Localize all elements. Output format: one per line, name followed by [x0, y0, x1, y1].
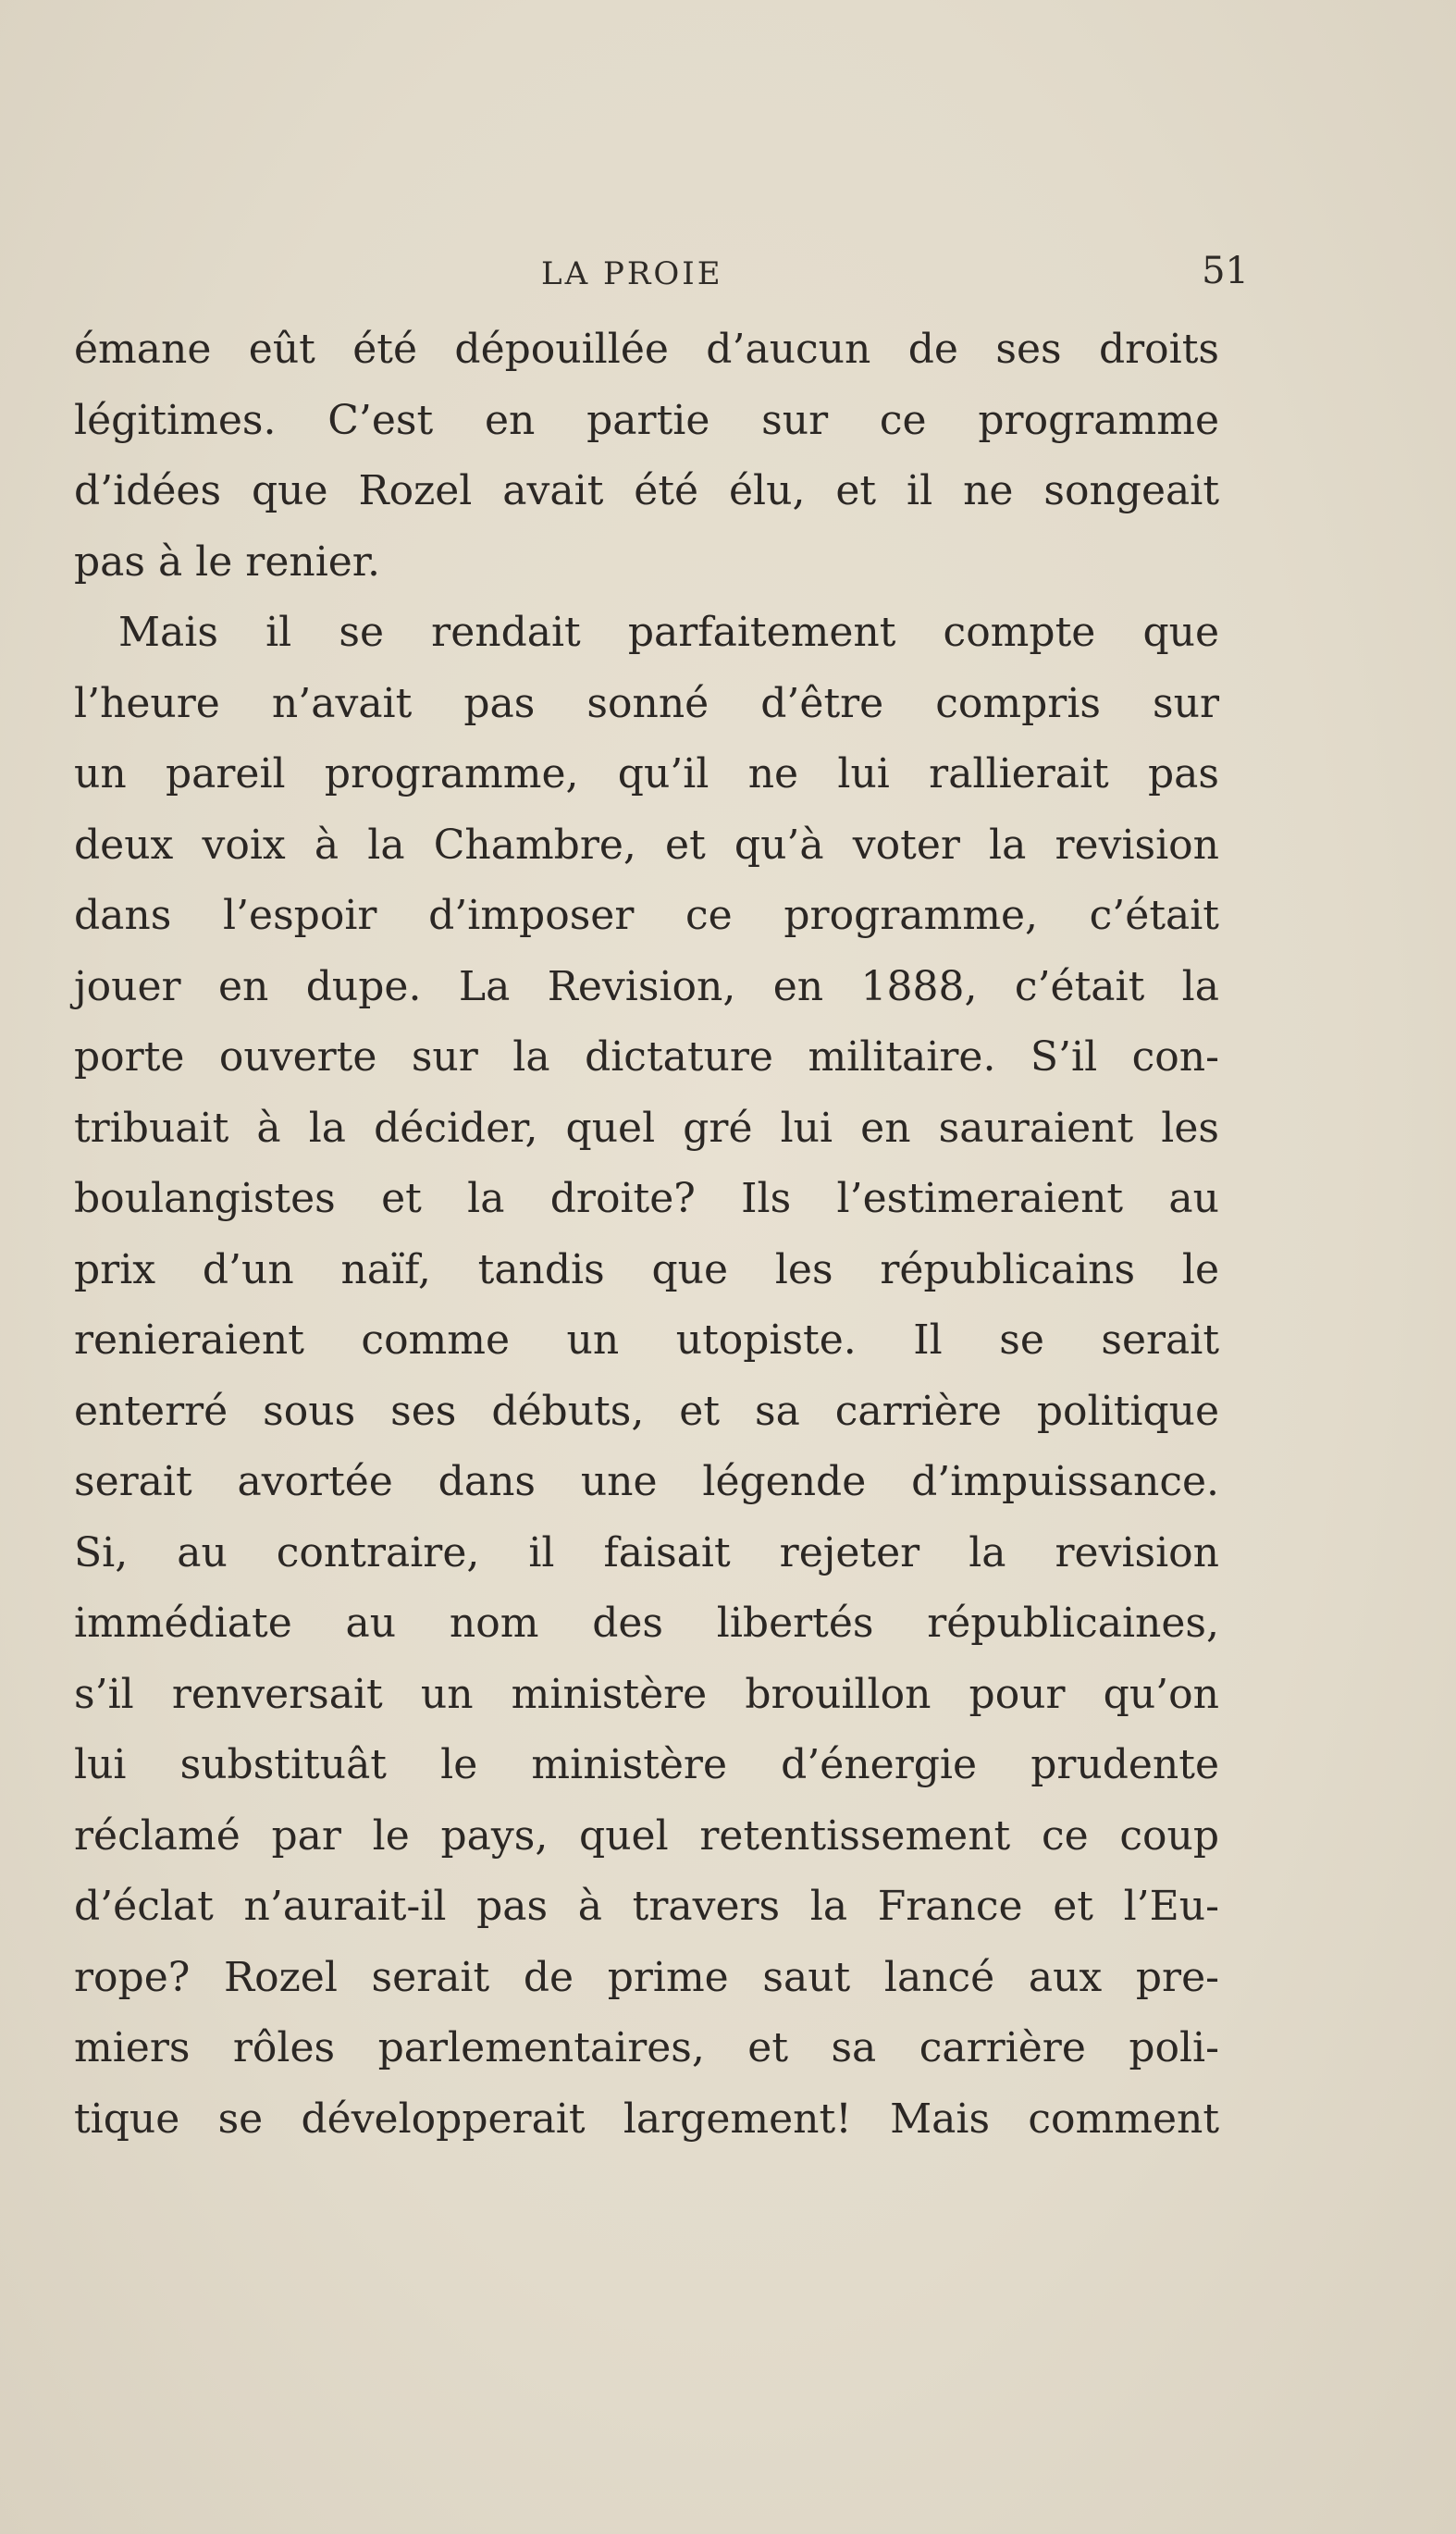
text-line: l’heure n’avait pas sonné d’être compris sur [74, 679, 1219, 727]
text-line: dans l’espoir d’imposer ce programme, c’était [74, 892, 1219, 939]
text-line: émane eût été dépouillée d’aucun de ses droits [74, 326, 1219, 373]
text-line: deux voix à la Chambre, et qu’à voter la revision [74, 821, 1219, 869]
text-line: serait avortée dans une légende d’impuissance. [74, 1458, 1219, 1505]
text-line: rope? Rozel serait de prime saut lancé aux pre- [74, 1953, 1219, 2001]
text-line: tique se développerait largement! Mais comment [74, 2095, 1219, 2143]
text-line: immédiate au nom des libertés républicaines, [74, 1600, 1219, 1647]
text-line: d’éclat n’aurait-il pas à travers la France et l’Eu- [74, 1883, 1219, 1930]
text-line: d’idées que Rozel avait été élu, et il ne songeait [74, 467, 1219, 514]
body-text [74, 315, 1219, 2155]
text-line: enterré sous ses débuts, et sa carrière politique [74, 1387, 1219, 1435]
text-line: prix d’un naïf, tandis que les républicains le [74, 1245, 1219, 1293]
text-line: Mais il se rendait parfaitement compte que [118, 609, 1219, 656]
text-line: renieraient comme un utopiste. Il se serait [74, 1316, 1219, 1364]
text-line: miers rôles parlementaires, et sa carrière poli- [74, 2024, 1219, 2071]
text-line: boulangistes et la droite? Ils l’estimeraient au [74, 1175, 1219, 1222]
text-line: lui substituât le ministère d’énergie prudente [74, 1741, 1219, 1788]
text-line: s’il renversait un ministère brouillon pour qu’on [74, 1670, 1219, 1718]
page-number: 51 [1202, 250, 1249, 292]
running-title: LA PROIE [541, 255, 723, 292]
text-line: un pareil programme, qu’il ne lui rallierait pas [74, 750, 1219, 797]
text-line: jouer en dupe. La Revision, en 1888, c’était la [74, 962, 1219, 1010]
text-line: Si, au contraire, il faisait rejeter la revision [74, 1528, 1219, 1576]
text-line: porte ouverte sur la dictature militaire. S’il con- [74, 1033, 1219, 1081]
text-line: tribuait à la décider, quel gré lui en sauraient les [74, 1104, 1219, 1152]
page-header [74, 250, 1249, 302]
text-line: légitimes. C’est en partie sur ce programme [74, 396, 1219, 444]
text-line: réclamé par le pays, quel retentissement ce coup [74, 1811, 1219, 1860]
text-line: pas à le renier. [74, 538, 380, 586]
